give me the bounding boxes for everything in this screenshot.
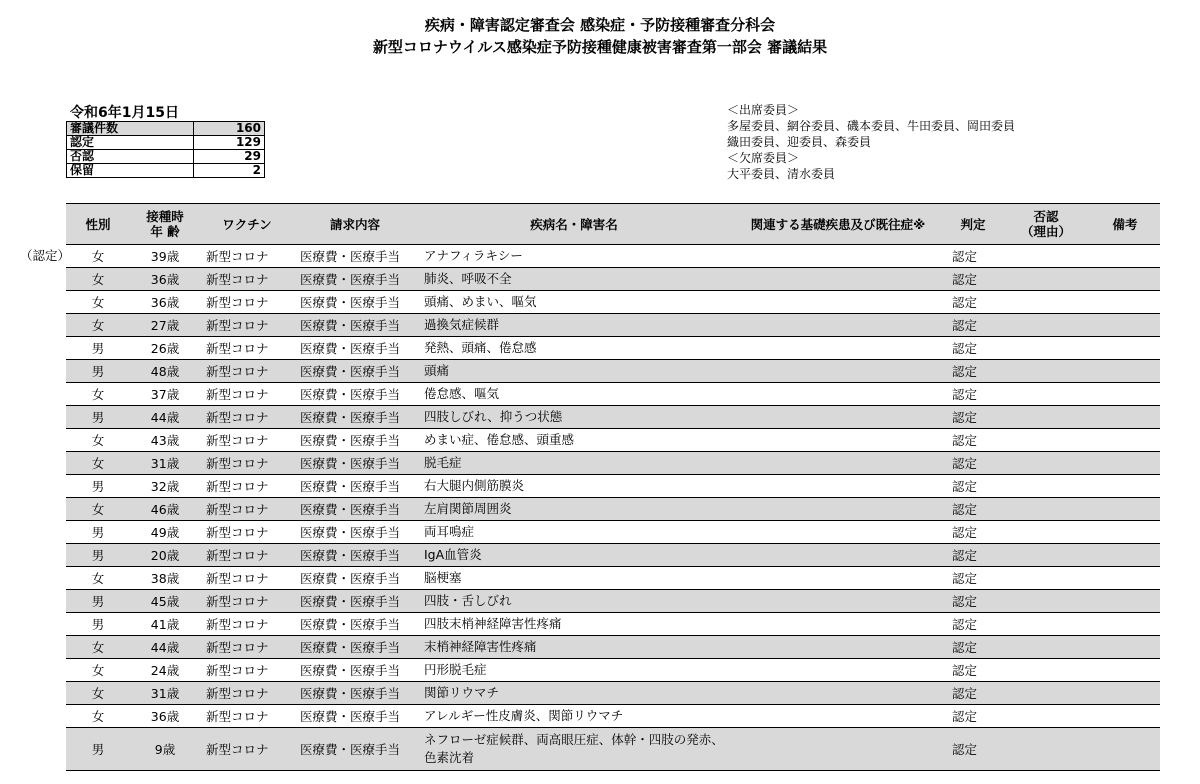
cell-sex: 男 (66, 360, 130, 383)
cell-history (732, 682, 944, 705)
cell-age: 44歳 (130, 406, 200, 429)
cell-remarks (1090, 659, 1160, 682)
cell-claim: 医療費・医療手当 (294, 498, 416, 521)
cell-history (732, 452, 944, 475)
cell-sex: 男 (66, 613, 130, 636)
cell-sex: 女 (66, 452, 130, 475)
cell-denial-reason (1002, 705, 1090, 728)
cell-judgment: 認定 (944, 521, 1002, 544)
cell-denial-reason (1002, 314, 1090, 337)
col-header-claim: 請求内容 (294, 204, 416, 245)
cell-claim: 医療費・医療手当 (294, 406, 416, 429)
cell-vaccine: 新型コロナ (200, 268, 294, 291)
cell-history (732, 383, 944, 406)
cell-judgment: 認定 (944, 383, 1002, 406)
col-header-disease: 疾病名・障害名 (416, 204, 732, 245)
cell-vaccine: 新型コロナ (200, 567, 294, 590)
table-row (66, 728, 1160, 771)
cell-sex: 女 (66, 498, 130, 521)
cell-remarks (1090, 406, 1160, 429)
cell-vaccine: 新型コロナ (200, 613, 294, 636)
cell-denial-reason (1002, 544, 1090, 567)
col-header-judgment: 判定 (944, 204, 1002, 245)
cell-disease: 右大腿内側筋膜炎 (416, 475, 732, 498)
cell-vaccine: 新型コロナ (200, 291, 294, 314)
cell-denial-reason (1002, 360, 1090, 383)
cell-denial-reason (1002, 636, 1090, 659)
cell-age: 48歳 (130, 360, 200, 383)
cell-disease: 円形脱毛症 (416, 659, 732, 682)
cell-history (732, 613, 944, 636)
table-row (66, 567, 1160, 590)
summary-value: 129 (194, 136, 265, 150)
cell-remarks (1090, 268, 1160, 291)
cell-vaccine: 新型コロナ (200, 429, 294, 452)
results-table (66, 203, 1160, 771)
summary-row (67, 136, 265, 150)
cell-claim: 医療費・医療手当 (294, 245, 416, 268)
cell-remarks (1090, 475, 1160, 498)
cell-disease: 両耳鳴症 (416, 521, 732, 544)
cell-history (732, 429, 944, 452)
cell-claim: 医療費・医療手当 (294, 659, 416, 682)
col-header-vaccine: ワクチン (200, 204, 294, 245)
cell-sex: 女 (66, 314, 130, 337)
document-subtitle: 新型コロナウイルス感染症予防接種健康被害審査第一部会 審議結果 (372, 38, 828, 56)
cell-age: 37歳 (130, 383, 200, 406)
cell-age: 36歳 (130, 291, 200, 314)
cell-judgment: 認定 (944, 452, 1002, 475)
committee-members (727, 102, 1015, 182)
cell-remarks (1090, 590, 1160, 613)
cell-judgment: 認定 (944, 682, 1002, 705)
cell-denial-reason (1002, 337, 1090, 360)
col-header-remarks: 備考 (1090, 204, 1160, 245)
cell-sex: 女 (66, 383, 130, 406)
cell-age: 26歳 (130, 337, 200, 360)
cell-remarks (1090, 728, 1160, 771)
cell-sex: 男 (66, 475, 130, 498)
cell-disease: 倦怠感、嘔気 (416, 383, 732, 406)
cell-sex: 女 (66, 682, 130, 705)
cell-disease: 関節リウマチ (416, 682, 732, 705)
cell-history (732, 521, 944, 544)
cell-claim: 医療費・医療手当 (294, 682, 416, 705)
cell-remarks (1090, 705, 1160, 728)
cell-judgment: 認定 (944, 498, 1002, 521)
cell-sex: 女 (66, 291, 130, 314)
cell-disease: 頭痛、めまい、嘔気 (416, 291, 732, 314)
cell-claim: 医療費・医療手当 (294, 705, 416, 728)
cell-denial-reason (1002, 590, 1090, 613)
cell-disease: 左肩関節周囲炎 (416, 498, 732, 521)
cell-vaccine: 新型コロナ (200, 705, 294, 728)
cell-judgment: 認定 (944, 360, 1002, 383)
cell-age: 27歳 (130, 314, 200, 337)
cell-denial-reason (1002, 567, 1090, 590)
cell-disease: 四肢末梢神経障害性疼痛 (416, 613, 732, 636)
cell-denial-reason (1002, 521, 1090, 544)
cell-claim: 医療費・医療手当 (294, 475, 416, 498)
cell-remarks (1090, 682, 1160, 705)
cell-vaccine: 新型コロナ (200, 245, 294, 268)
cell-remarks (1090, 360, 1160, 383)
cell-vaccine: 新型コロナ (200, 659, 294, 682)
cell-claim: 医療費・医療手当 (294, 360, 416, 383)
table-row (66, 613, 1160, 636)
cell-claim: 医療費・医療手当 (294, 383, 416, 406)
cell-age: 43歳 (130, 429, 200, 452)
cell-remarks (1090, 452, 1160, 475)
cell-claim: 医療費・医療手当 (294, 429, 416, 452)
cell-age: 36歳 (130, 705, 200, 728)
cell-disease: アナフィラキシー (416, 245, 732, 268)
cell-claim: 医療費・医療手当 (294, 337, 416, 360)
cell-sex: 女 (66, 659, 130, 682)
cell-vaccine: 新型コロナ (200, 383, 294, 406)
cell-age: 45歳 (130, 590, 200, 613)
cell-vaccine: 新型コロナ (200, 636, 294, 659)
cell-history (732, 360, 944, 383)
cell-history (732, 590, 944, 613)
cell-disease: IgA血管炎 (416, 544, 732, 567)
cell-vaccine: 新型コロナ (200, 521, 294, 544)
table-row (66, 337, 1160, 360)
table-row (66, 360, 1160, 383)
cell-history (732, 567, 944, 590)
table-row (66, 245, 1160, 268)
table-row (66, 498, 1160, 521)
present-members-label: ＜出席委員＞ (727, 103, 800, 117)
absent-members-line: 大平委員、清水委員 (727, 167, 836, 181)
cell-claim: 医療費・医療手当 (294, 636, 416, 659)
cell-denial-reason (1002, 728, 1090, 771)
cell-claim: 医療費・医療手当 (294, 452, 416, 475)
summary-label: 認定 (67, 136, 194, 150)
cell-vaccine: 新型コロナ (200, 314, 294, 337)
section-label-approved: （認定） (20, 248, 71, 263)
table-row (66, 406, 1160, 429)
cell-vaccine: 新型コロナ (200, 337, 294, 360)
cell-claim: 医療費・医療手当 (294, 728, 416, 771)
cell-denial-reason (1002, 682, 1090, 705)
table-row (66, 429, 1160, 452)
cell-claim: 医療費・医療手当 (294, 544, 416, 567)
cell-judgment: 認定 (944, 268, 1002, 291)
cell-judgment: 認定 (944, 475, 1002, 498)
table-row (66, 544, 1160, 567)
table-row (66, 705, 1160, 728)
document-title: 疾病・障害認定審査会 感染症・予防接種審査分科会 (424, 16, 776, 34)
cell-denial-reason (1002, 291, 1090, 314)
cell-remarks (1090, 337, 1160, 360)
absent-members-label: ＜欠席委員＞ (727, 151, 800, 165)
cell-history (732, 498, 944, 521)
cell-age: 38歳 (130, 567, 200, 590)
summary-row (67, 164, 265, 178)
cell-remarks (1090, 314, 1160, 337)
cell-history (732, 544, 944, 567)
cell-judgment: 認定 (944, 613, 1002, 636)
cell-judgment: 認定 (944, 590, 1002, 613)
cell-claim: 医療費・医療手当 (294, 613, 416, 636)
cell-sex: 男 (66, 728, 130, 771)
cell-sex: 女 (66, 245, 130, 268)
cell-judgment: 認定 (944, 245, 1002, 268)
cell-judgment: 認定 (944, 705, 1002, 728)
cell-age: 36歳 (130, 268, 200, 291)
cell-remarks (1090, 636, 1160, 659)
cell-disease: 頭痛 (416, 360, 732, 383)
cell-denial-reason (1002, 613, 1090, 636)
cell-history (732, 636, 944, 659)
present-members-line: 織田委員、迎委員、森委員 (727, 135, 872, 149)
cell-disease: 四肢しびれ、抑うつ状態 (416, 406, 732, 429)
cell-age: 9歳 (130, 728, 200, 771)
meeting-date: 令和6年1月15日 (70, 105, 179, 121)
cell-vaccine: 新型コロナ (200, 475, 294, 498)
cell-vaccine: 新型コロナ (200, 728, 294, 771)
cell-denial-reason (1002, 659, 1090, 682)
cell-age: 20歳 (130, 544, 200, 567)
col-header-age-line1: 接種時 (146, 209, 184, 224)
cell-vaccine: 新型コロナ (200, 498, 294, 521)
cell-disease: 四肢・舌しびれ (416, 590, 732, 613)
col-header-history: 関連する基礎疾患及び既往症※ (732, 204, 944, 245)
cell-age: 32歳 (130, 475, 200, 498)
cell-sex: 女 (66, 567, 130, 590)
cell-sex: 女 (66, 636, 130, 659)
summary-value: 160 (194, 122, 265, 136)
col-header-age (130, 204, 200, 245)
cell-claim: 医療費・医療手当 (294, 567, 416, 590)
table-header-row (66, 204, 1160, 245)
table-row (66, 659, 1160, 682)
cell-sex: 男 (66, 406, 130, 429)
cell-age: 49歳 (130, 521, 200, 544)
cell-sex: 女 (66, 268, 130, 291)
summary-label: 審議件数 (67, 122, 194, 136)
cell-denial-reason (1002, 452, 1090, 475)
cell-disease: 肺炎、呼吸不全 (416, 268, 732, 291)
cell-judgment: 認定 (944, 659, 1002, 682)
cell-remarks (1090, 291, 1160, 314)
cell-history (732, 245, 944, 268)
col-header-denial-line1: 否認 (1033, 209, 1059, 224)
table-row (66, 291, 1160, 314)
cell-age: 31歳 (130, 682, 200, 705)
cell-vaccine: 新型コロナ (200, 406, 294, 429)
col-header-age-line2: 年 齢 (150, 224, 180, 239)
cell-age: 44歳 (130, 636, 200, 659)
summary-row (67, 150, 265, 164)
cell-remarks (1090, 498, 1160, 521)
cell-disease: 脱毛症 (416, 452, 732, 475)
table-row (66, 383, 1160, 406)
cell-age: 24歳 (130, 659, 200, 682)
cell-vaccine: 新型コロナ (200, 544, 294, 567)
cell-denial-reason (1002, 475, 1090, 498)
cell-claim: 医療費・医療手当 (294, 590, 416, 613)
cell-age: 41歳 (130, 613, 200, 636)
summary-value: 29 (194, 150, 265, 164)
cell-history (732, 337, 944, 360)
table-row (66, 521, 1160, 544)
cell-denial-reason (1002, 406, 1090, 429)
present-members-line: 多屋委員、網谷委員、磯本委員、牛田委員、岡田委員 (727, 119, 1016, 133)
cell-judgment: 認定 (944, 314, 1002, 337)
col-header-denial-line2: （理由） (1020, 224, 1071, 239)
cell-disease: 脳梗塞 (416, 567, 732, 590)
cell-denial-reason (1002, 429, 1090, 452)
cell-history (732, 705, 944, 728)
table-row (66, 590, 1160, 613)
cell-disease: めまい症、倦怠感、頭重感 (416, 429, 732, 452)
cell-denial-reason (1002, 268, 1090, 291)
cell-vaccine: 新型コロナ (200, 682, 294, 705)
cell-vaccine: 新型コロナ (200, 590, 294, 613)
table-row (66, 314, 1160, 337)
table-row (66, 452, 1160, 475)
cell-sex: 男 (66, 337, 130, 360)
cell-disease: 発熱、頭痛、倦怠感 (416, 337, 732, 360)
cell-claim: 医療費・医療手当 (294, 291, 416, 314)
cell-vaccine: 新型コロナ (200, 360, 294, 383)
cell-claim: 医療費・医療手当 (294, 521, 416, 544)
cell-sex: 男 (66, 544, 130, 567)
cell-remarks (1090, 429, 1160, 452)
cell-history (732, 314, 944, 337)
cell-disease: 過換気症候群 (416, 314, 732, 337)
cell-denial-reason (1002, 383, 1090, 406)
table-row (66, 268, 1160, 291)
cell-judgment: 認定 (944, 567, 1002, 590)
cell-judgment: 認定 (944, 291, 1002, 314)
cell-sex: 男 (66, 521, 130, 544)
summary-label: 保留 (67, 164, 194, 178)
cell-remarks (1090, 544, 1160, 567)
cell-judgment: 認定 (944, 544, 1002, 567)
cell-age: 46歳 (130, 498, 200, 521)
cell-disease: 末梢神経障害性疼痛 (416, 636, 732, 659)
col-header-sex: 性別 (66, 204, 130, 245)
cell-judgment: 認定 (944, 406, 1002, 429)
summary-row (67, 122, 265, 136)
cell-claim: 医療費・医療手当 (294, 314, 416, 337)
cell-history (732, 728, 944, 771)
cell-history (732, 291, 944, 314)
cell-sex: 女 (66, 705, 130, 728)
table-row (66, 636, 1160, 659)
cell-judgment: 認定 (944, 728, 1002, 771)
cell-remarks (1090, 383, 1160, 406)
cell-age: 39歳 (130, 245, 200, 268)
cell-history (732, 268, 944, 291)
cell-judgment: 認定 (944, 429, 1002, 452)
table-row (66, 682, 1160, 705)
cell-remarks (1090, 567, 1160, 590)
col-header-denial (1002, 204, 1090, 245)
cell-judgment: 認定 (944, 636, 1002, 659)
cell-disease: アレルギー性皮膚炎、関節リウマチ (416, 705, 732, 728)
cell-denial-reason (1002, 245, 1090, 268)
cell-sex: 男 (66, 590, 130, 613)
cell-vaccine: 新型コロナ (200, 452, 294, 475)
cell-history (732, 406, 944, 429)
cell-judgment: 認定 (944, 337, 1002, 360)
cell-remarks (1090, 245, 1160, 268)
cell-history (732, 659, 944, 682)
summary-value: 2 (194, 164, 265, 178)
summary-label: 否認 (67, 150, 194, 164)
cell-disease: ネフローゼ症候群、両高眼圧症、体幹・四肢の発赤、色素沈着 (416, 728, 732, 771)
cell-denial-reason (1002, 498, 1090, 521)
cell-sex: 女 (66, 429, 130, 452)
cell-claim: 医療費・医療手当 (294, 268, 416, 291)
cell-history (732, 475, 944, 498)
cell-remarks (1090, 521, 1160, 544)
table-row (66, 475, 1160, 498)
cell-remarks (1090, 613, 1160, 636)
cell-age: 31歳 (130, 452, 200, 475)
summary-table (66, 121, 265, 178)
